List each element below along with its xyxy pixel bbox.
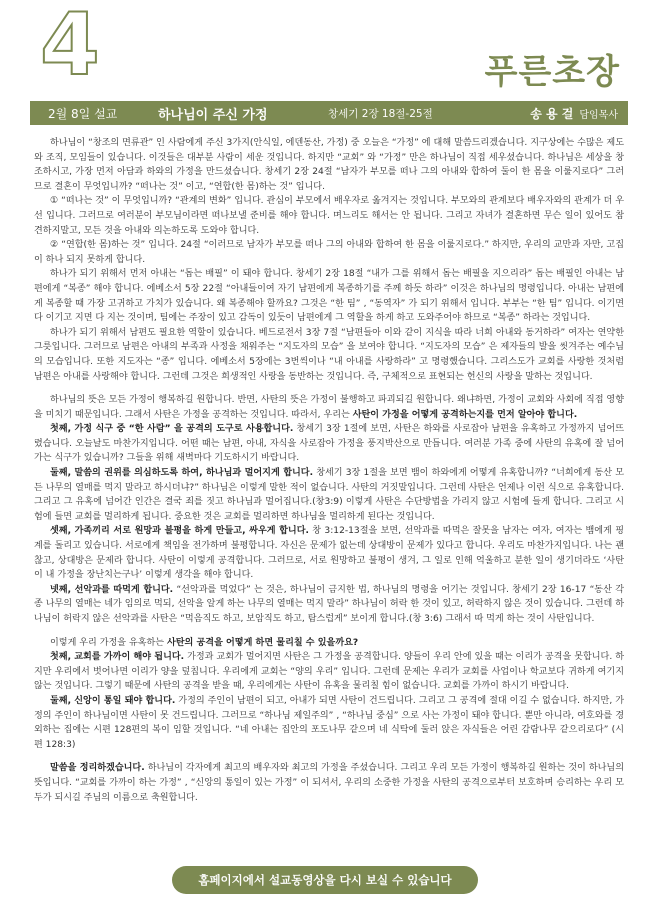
sermon-header-bar [30,101,628,125]
paragraph-husband-role: 하나가 되기 위해서 남편도 필요한 역할이 있습니다. 베드로전서 3장 7절 “남편들아 이와 같이 지식을 따라 너희 아내와 동거하라” 여자는 연약한 그릇입니다. 그러므로 남편은 아내의 부족과 사정을 채워주는 “지도자의 모습” 을 보여야 합니다. “지도자의 모습” 은 제자들의 발을 씻겨주는 예수님의 모습입니다. 또한 지도자는 “종” 입니다. 에베소서 5장에는 3번씩이나 “내 아내를 사랑하라” 고 명령했습니다. 그리스도가 교회를 사랑한 것처럼 남편은 아내를 사랑해야 합니다. 그런데 그것은 희생적인 사랑을 동반하는 것입니다. 즉, 구체적으로 표현되는 헌신의 사랑을 말하는 것입니다. [34,327,624,382]
attack-heading-2: 둘째, 말씀의 권위를 의심하도록 하여, 하나님과 멀어지게 합니다. [50,468,314,479]
paragraph-attack-4 [34,583,624,627]
sermon-title: 하나님이 주신 가정 [158,107,268,123]
paragraph-defense-1 [34,650,624,694]
paragraph-text: 하나님이 각자에게 최고의 배우자와 최고의 가정을 주셨습니다. 그리고 우리 모든 가정이 행복하길 원하는 것이 하나님의 뜻입니다. “교회를 가까이 하는 가정” , “신앙의 통일이 있는 가정” 이 되셔서, 우리의 소중한 가정을 사탄의 공격으로부터 보호하며 승리하는 우리 모두가 되시길 주님의 이름으로 축원합니다. [34,763,625,803]
attack-heading-4: 넷째, 선악과를 따먹게 합니다. [50,584,174,595]
paragraph-text: “선악과를 먹었다” 는 것은, 하나님이 금지한 법, 하나님의 명령을 어기는 것입니다. 창세기 2장 16-17 “동산 각종 나무의 열매는 네가 임의로 먹되, 선악을 알게 하는 나무의 열매는 먹지 말라” 하나님이 허락 한 것이 있고, 허락하지 않은 것이 있습니다. 그런데 하나님이 허락지 않은 선악과를 사탄은 “먹음직도 하고, 보암직도 하고, 탐스럽게” 보이게 합니다.(창 3:6) 그래서 따 먹게 하는 것이 사탄입니다. [34,584,624,624]
paragraph-attack-2 [34,466,624,524]
paragraph-text: 가정의 주인이 남편이 되고, 아내가 되면 사탄이 건드립니다. 그리고 그 공격에 절대 이길 수 없습니다. 하지만, 가정의 주인이 하나님이면 사탄이 못 건드립니다. 그러므로 “하나님 제일주의” , “하나님 중심” 으로 사는 가정이 돼야 합니다. 뿐만 아니라, 여호와를 경외하는 집에는 시편 128편의 복이 임할 것입니다. “네 아내는 집안의 포도나무 같으며 네 식탁에 둘러 앉은 자식들은 어린 감람나무 같으리로다” (시편 128:3) [34,695,624,750]
paragraph-text: 창 3:12-13절을 보면, 선악과를 따먹은 잘못을 남자는 여자, 여자는 뱀에게 핑계를 돌리고 있습니다. 서로에게 책임을 전가하며 불평합니다. 자신은 문제가 없는데 상대방이 문제가 있다고 합니다. 우리도 마찬가지입니다. 나는 괜찮고, 상대방은 문제라 합니다. 사탄이 이렇게 공격합니다. 그러므로, 서로 원망하고 불평이 생겨, 그 일로 인해 억울하고 분한 일이 생기더라도 ‘사탄이 내 가정을 장난치는구나’ 이렇게 생각을 해야 합니다. [34,526,624,581]
paragraph-text: 가정과 교회가 멀어지면 사탄은 그 가정을 공격합니다. 양들이 우리 안에 있을 때는 이리가 공격을 못합니다. 하지만 우리에서 벗어나면 이리가 양을 덮칩니다. 우리에게 교회는 “양의 우리” 입니다. 그런데 문제는 우리가 교회를 사업이나 학교보다 귀하게 여기지 않는 것입니다. 그렇기 때문에 사탄의 공격을 받을 때, 우리에게는 사탄이 유혹을 물리칠 힘이 없습니다. 교회를 가까이 하시기 바랍니다. [34,652,624,692]
footer-notice-banner [172,866,478,894]
conclusion-heading: 말씀을 정리하겠습니다. [50,763,145,774]
defense-heading-1: 첫째, 교회를 가까이 해야 됩니다. [50,652,185,663]
paragraph-defense-2 [34,694,624,752]
paragraph-intro: 하나님이 “창조의 면류관” 인 사람에게 주신 3가지(안식일, 에덴동산, 가정) 중 오늘은 “가정” 에 대해 말씀드리겠습니다. 지구상에는 수많은 제도와 조직, 모임들이 있습니다. 이것들은 대부분 사람이 세운 것입니다. 하지만 “교회” 와 “가정” 만은 하나님이 직접 세우셨습니다. 하나님은 세상을 창조하시고, 가장 먼저 아담과 하와의 가정을 만드셨습니다. 창세기 2장 24절 “남자가 부모를 떠나 그의 아내와 합하여 둘이 한 몸을 이룰지로다” 그러므로 결혼이 무엇입니까? “떠나는 것” 이고, “연합(한 몸)하는 것” 입니다. [34,138,624,192]
defense-heading-2: 둘째, 신앙이 통일 돼야 합니다. [50,695,176,706]
attack-heading-1: 첫째, 가정 식구 중 “한 사람” 을 공격의 도구로 사용합니다. [50,424,294,435]
paragraph-text: 하나님의 뜻은 모든 가정이 행복하길 원합니다. 반면, 사탄의 뜻은 가정이 불행하고 파괴되길 원합니다. 왜냐하면, 가정이 교회와 사회에 직접 영향을 미치기 때문입니다. 그래서 사탄은 가정을 공격하는 것입니다. 따라서, 우리는 [34,395,624,420]
paragraph-defense-intro [34,636,624,651]
issue-number: 4 [40,0,100,95]
sermon-date: 2월 8일 설교 [48,106,118,121]
paragraph-text: 창세기 3장 1절에 보면, 사탄은 하와를 사로잡아 남편을 유혹하고 가정까지 넘어뜨렸습니다. 오늘날도 마찬가지입니다. 어떤 때는 남편, 아내, 자식을 사로잡아 가정을 풍지박산으로 만듭니다. 여러분 가족 중에 사탄의 유혹에 잘 넘어가는 식구가 있습니까? 그들을 위해 새벽마다 기도하시기 바랍니다. [34,424,624,464]
emphasis-text: 사탄이 가정을 어떻게 공격하는지를 먼저 알아야 합니다. [352,409,578,420]
paragraph-attack-3 [34,524,624,582]
scripture-reference: 창세기 2장 18절-25절 [328,107,433,120]
paragraph-text: 창세기 3장 1절을 보면 뱀이 하와에게 어떻게 유혹합니까? “너희에게 동산 모든 나무의 열매를 먹지 말라고 하시더냐?” 하나님은 이렇게 말한 적이 없습니다. 사탄의 거짓말입니다. 그런데 사탄은 언제나 이런 식으로 유혹합니다. 그리고 그 유혹에 넘어간 인간은 결국 죄를 짓고 하나님과 멀어집니다.(창3:9) 이렇게 사탄은 수단방법을 가리지 않고 시험에 들게 합니다. 그리고 시험에 들면 교회를 멀리하게 됩니다. 중요한 것은 교회를 멀리하면 하나님을 멀리하게 된다는 것입니다. [34,468,624,522]
paragraph-union: ② “연합(한 몸)하는 것” 입니다. 24절 “이러므로 남자가 부모를 떠나 그의 아내와 합하여 한 몸을 이룰지로다.” 하지만, 우리의 교만과 자만, 고집이 하나 되지 못하게 합니다. [34,240,624,265]
brand-title: 푸른초장 [484,52,620,92]
paragraph-satan-intent [34,393,624,422]
paragraph-leaving: ① “떠나는 것” 이 무엇입니까? “관계의 변화” 입니다. 관심이 부모에서 배우자로 옮겨지는 것입니다. 부모와의 관계보다 배우자와의 관계가 더 우선 입니다. 그러므로 여러분이 부모님이라면 떠나보낼 준비를 해야 합니다. 며느리도 해서는 안 됩니다. 그리고 자녀가 결혼하면 무슨 일이 있어도 참견하지말고, 모든 것을 아내와 의논하도록 도와야 합니다. [34,196,624,236]
paragraph-attack-1 [34,422,624,466]
sermon-body [34,136,624,805]
pastor-role: 담임목사 [579,109,618,121]
pastor-name: 송 용 걸 [530,106,574,121]
paragraph-text: 이렇게 우리 가정을 유혹하는 [50,637,167,648]
paragraph-conclusion [34,761,624,805]
emphasis-text: 사탄의 공격을 어떻게 하면 물리칠 수 있을까요? [166,637,359,648]
paragraph-wife-role: 하나가 되기 위해서 먼저 아내는 “돕는 배필” 이 돼야 합니다. 창세기 2장 18절 “내가 그를 위해서 돕는 배필을 지으리라” 돕는 배필인 아내는 남편에게 “복종” 해야 합니다. 에베소서 5장 22절 “아내들이여 자기 남편에게 복종하기를 주께 하듯 하라” 이것은 하나님의 명령입니다. 아내는 남편에게 복종할 때 가장 고귀하고 가치가 있습니다. 왜 복종해야 할까요? 그것은 “한 팀” , “동역자” 가 되기 위해서 입니다. 부부는 “한 팀” 입니다. 이기면 다 이기고 지면 다 지는 것이며, 팀에는 주장이 있고 감독이 있듯이 남편에게 그 역할을 하게 하고 도와주어야 하므로 “복종” 하라는 것입니다. [34,269,624,324]
footer-notice-text: 홈페이지에서 설교동영상을 다시 보실 수 있습니다 [198,873,452,887]
attack-heading-3: 셋째, 가족끼리 서로 원망과 불평을 하게 만들고, 싸우게 합니다. [50,526,309,537]
